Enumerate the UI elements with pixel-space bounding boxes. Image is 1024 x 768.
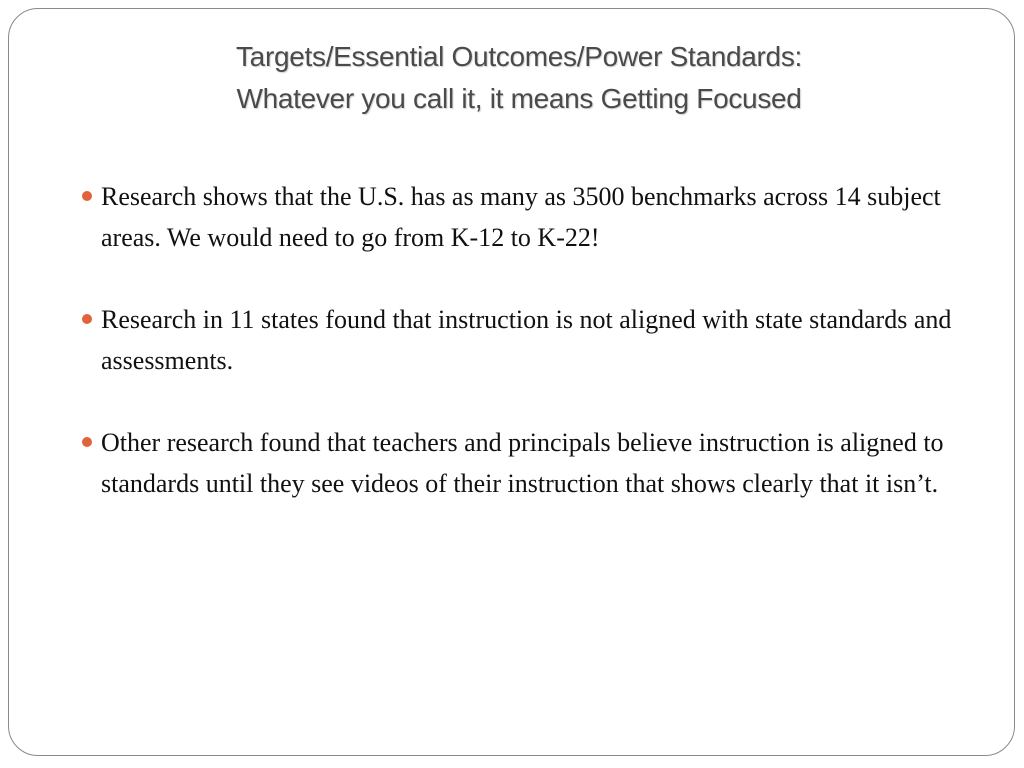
bullet-list — [71, 176, 971, 545]
bullet-dot-icon — [82, 437, 92, 447]
bullet-dot-icon — [82, 191, 92, 201]
slide-frame — [8, 8, 1015, 756]
bullet-item — [71, 422, 971, 504]
slide-title-line: Targets/Essential Outcomes/Power Standards: — [235, 41, 803, 72]
bullet-item — [71, 176, 971, 258]
bullet-dot-icon — [82, 314, 92, 324]
bullet-item — [71, 299, 971, 381]
bullet-text: Other research found that teachers and principals believe instruction is aligned to standards until they see videos of their instruction that shows clearly that it isn’t. — [101, 428, 944, 498]
bullet-text: Research in 11 states found that instruction is not aligned with state standards and assessments. — [101, 305, 952, 375]
slide-subtitle-line: Whatever you call it, it means Getting Focused — [236, 83, 802, 114]
bullet-text: Research shows that the U.S. has as many as 3500 benchmarks across 14 subject areas. We would need to go from K-12 to K-22! — [101, 182, 941, 252]
slide-title — [69, 36, 969, 120]
